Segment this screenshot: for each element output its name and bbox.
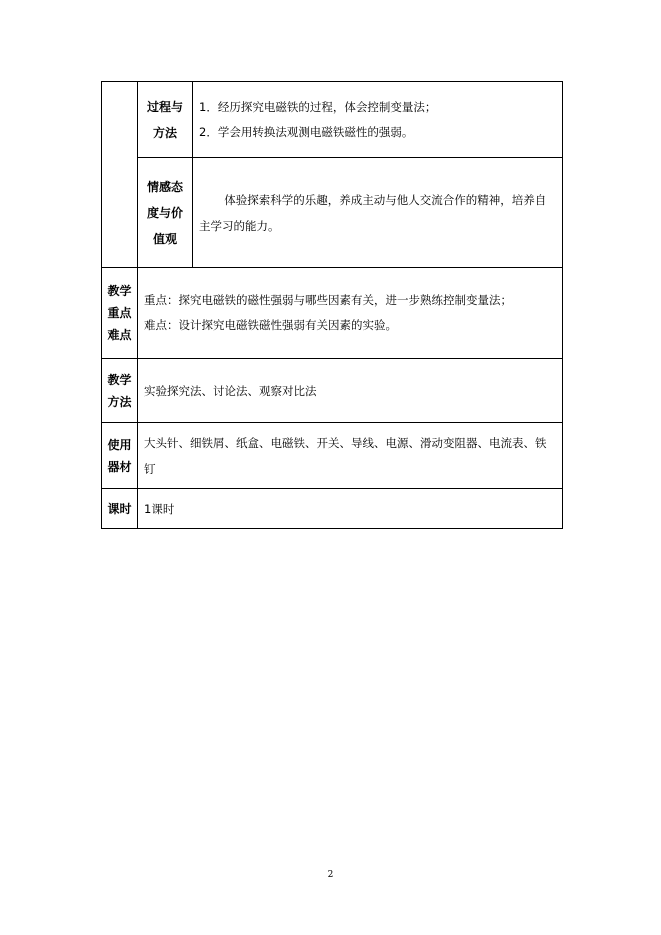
emotion-values-label xyxy=(138,158,193,268)
process-method-label-line2: 方法 xyxy=(152,125,177,140)
equipment-label-line2: 器材 xyxy=(107,459,132,474)
difficult-point-text: 难点：设计探究电磁铁磁性强弱有关因素的实验。 xyxy=(144,318,397,332)
emotion-values-content xyxy=(193,158,563,268)
emotion-values-label-line2: 度与价 xyxy=(146,205,183,220)
teaching-method-label-line2: 方法 xyxy=(107,394,132,409)
class-period-text: 1课时 xyxy=(144,501,175,516)
key-points-label-line1: 教学 xyxy=(107,284,132,298)
objectives-outer-cell xyxy=(102,82,138,268)
emotion-values-label-line1: 情感态 xyxy=(146,179,183,194)
process-method-content xyxy=(193,82,563,158)
teaching-method-label-line1: 教学 xyxy=(107,372,132,387)
class-period-label: 课时 xyxy=(102,489,138,529)
row-class-period xyxy=(102,489,563,529)
equipment-text: 大头针、细铁屑、纸盒、电磁铁、开关、导线、电源、滑动变阻器、电流表、铁钉 xyxy=(144,435,547,476)
key-points-label-line3: 难点 xyxy=(107,328,132,342)
process-method-label xyxy=(138,82,193,158)
emotion-values-label-line3: 值观 xyxy=(152,231,177,246)
process-method-label-line1: 过程与 xyxy=(146,99,183,114)
teaching-method-text: 实验探究法、讨论法、观察对比法 xyxy=(144,383,317,398)
key-points-label xyxy=(102,268,138,359)
key-point-text: 重点：探究电磁铁的磁性强弱与哪些因素有关，进一步熟练控制变量法； xyxy=(144,293,512,307)
lesson-plan-table xyxy=(101,81,563,529)
equipment-content xyxy=(138,423,563,489)
key-points-label-line2: 重点 xyxy=(107,306,132,320)
process-method-item-2: 2．学会用转换法观测电磁铁磁性的强弱。 xyxy=(199,124,414,139)
equipment-label xyxy=(102,423,138,489)
emotion-values-text: 体验探索科学的乐趣，养成主动与他人交流合作的精神，培养自主学习的能力。 xyxy=(199,192,547,233)
page-number: 2 xyxy=(327,870,334,880)
equipment-label-line1: 使用 xyxy=(107,437,132,452)
teaching-method-label xyxy=(102,359,138,423)
process-method-item-1: 1．经历探究电磁铁的过程，体会控制变量法； xyxy=(199,99,437,114)
teaching-method-content xyxy=(138,359,563,423)
row-equipment xyxy=(102,423,563,489)
row-process-method xyxy=(102,82,563,158)
class-period-content xyxy=(138,489,563,529)
row-emotion-values xyxy=(102,158,563,268)
row-key-difficult-points xyxy=(102,268,563,359)
row-teaching-method xyxy=(102,359,563,423)
key-points-content xyxy=(138,268,563,359)
